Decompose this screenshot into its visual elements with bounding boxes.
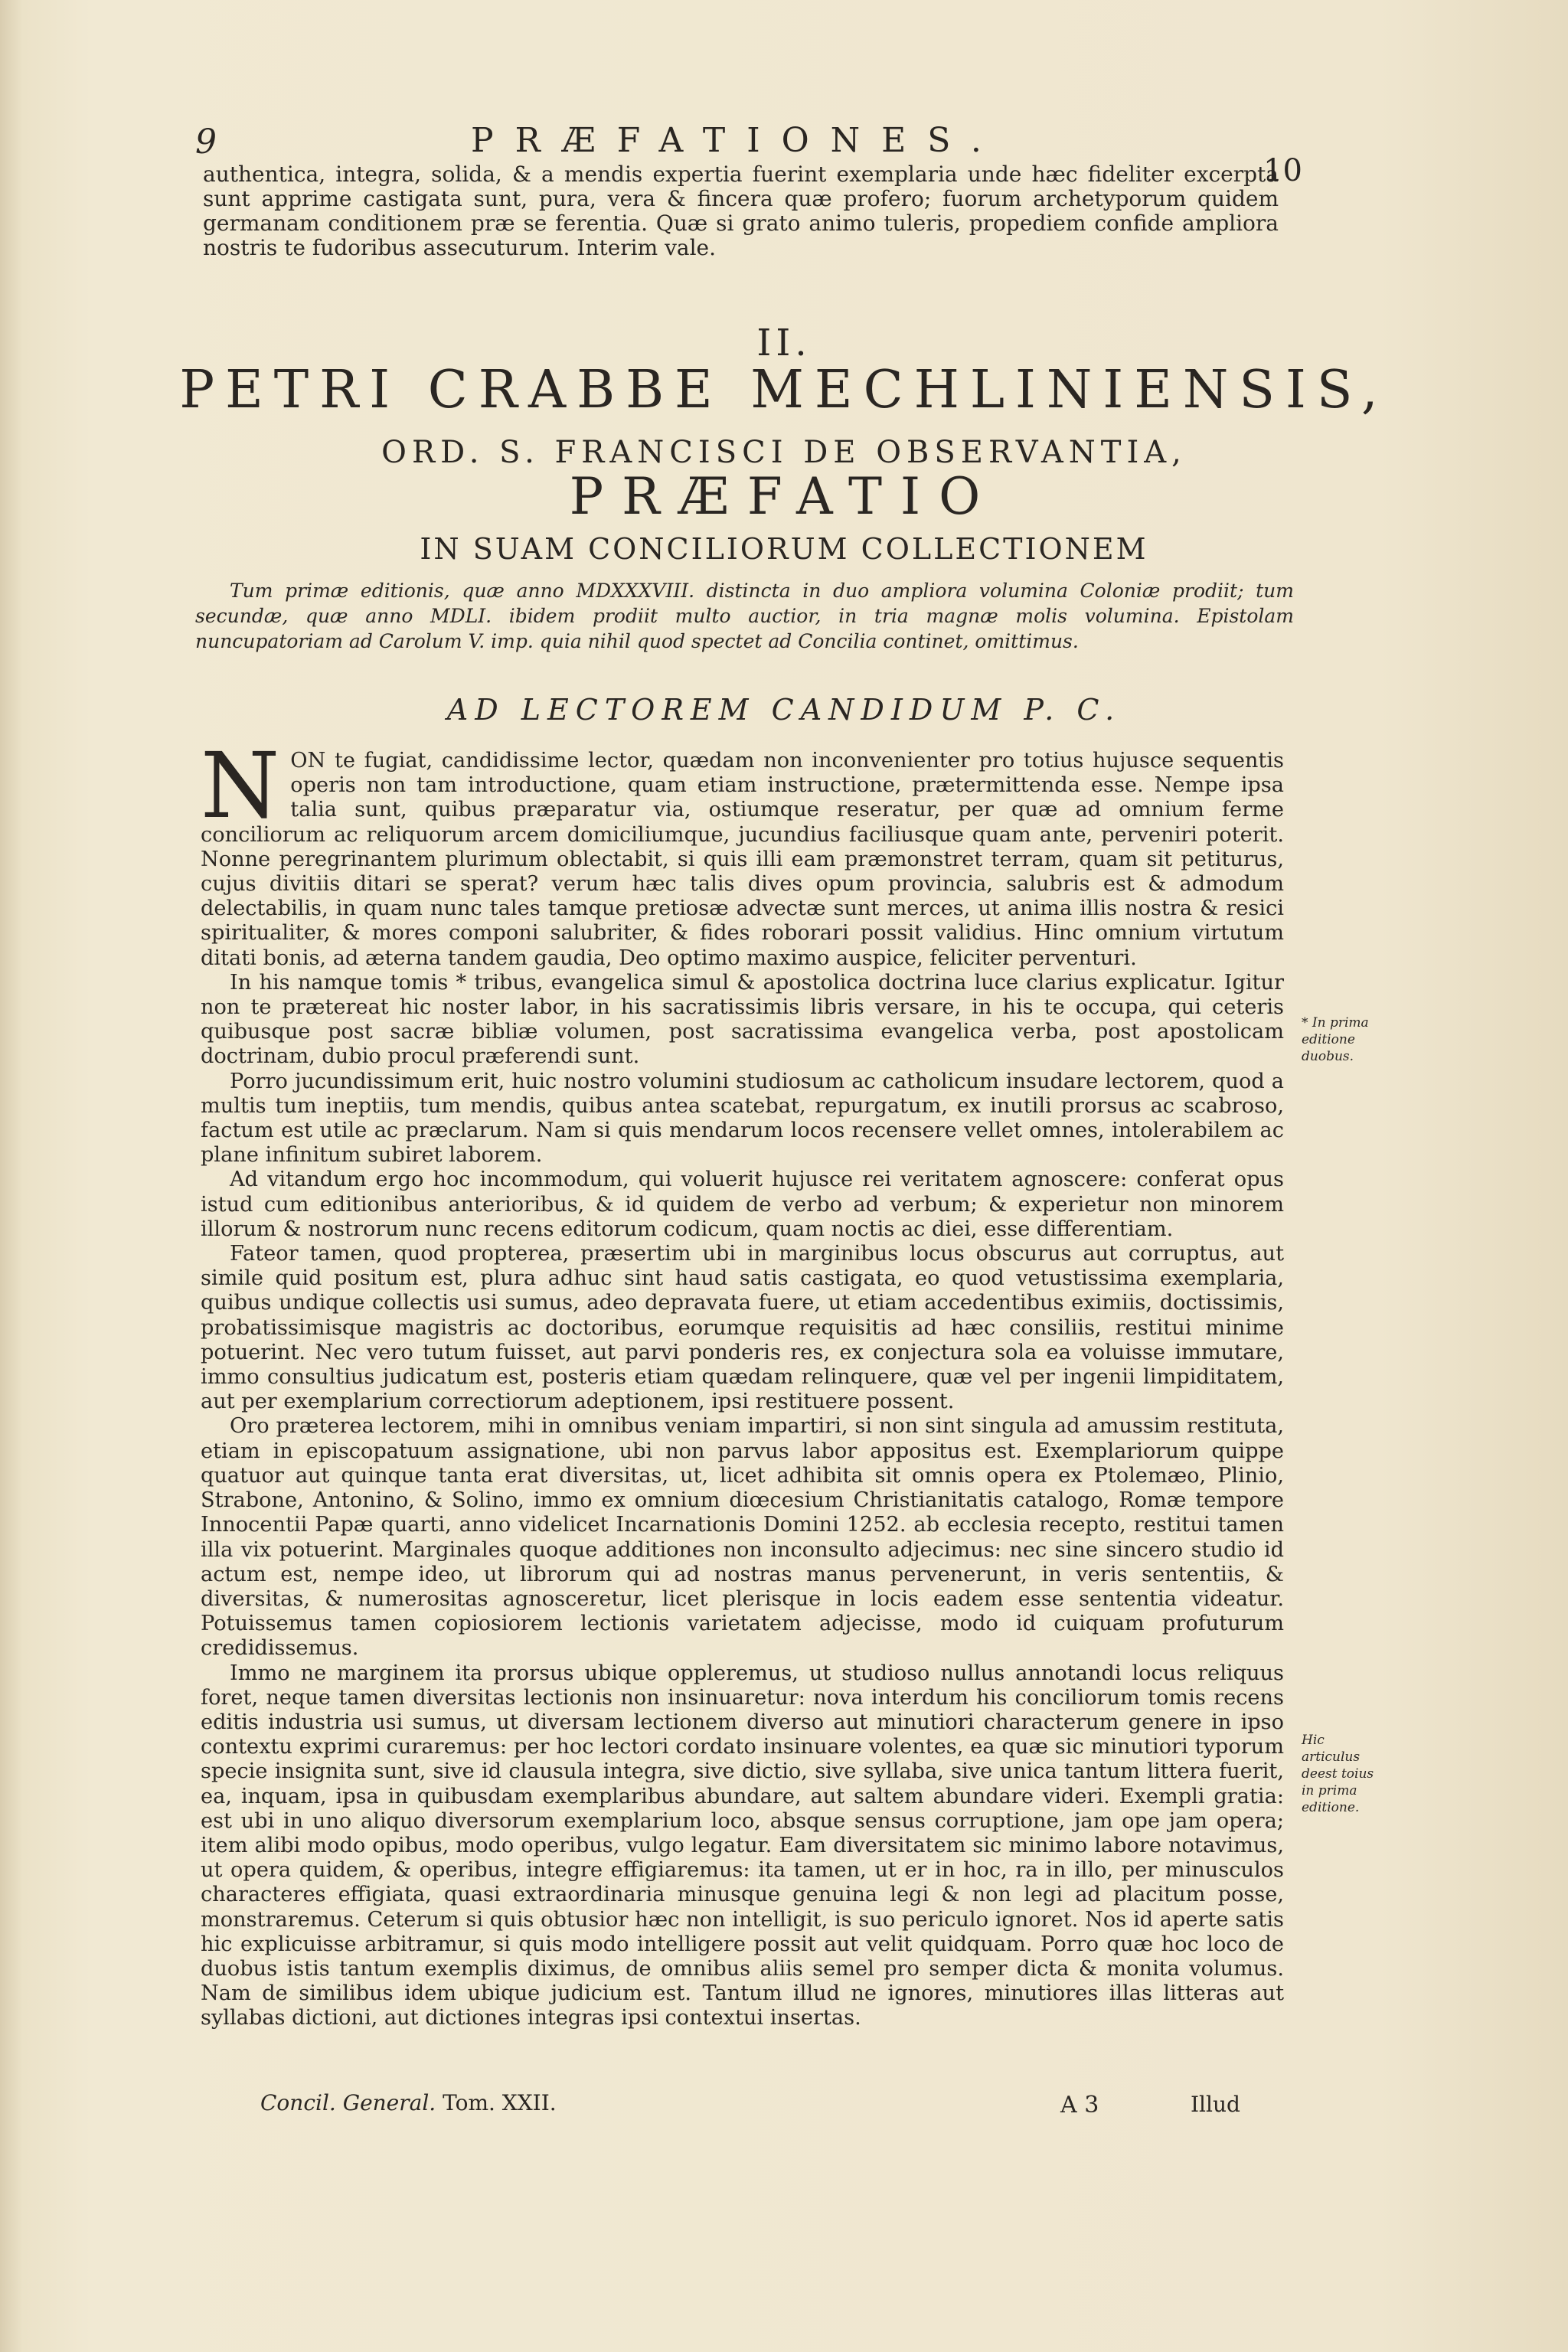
page-number-left: 9 xyxy=(195,122,217,162)
paragraph-4: Ad vitandum ergo hoc incommodum, qui voluerit hujusce rei veritatem agnoscere: conferat opus istud cum editionibus anterioribus, & id quidem de verbo ad verbum; & experietur non minorem illorum & nostrorum nunc recens editorum codicum, quam noctis ac diei, esse differentiam. xyxy=(201,1168,1284,1241)
running-head xyxy=(195,115,1305,168)
paragraph-1-text: ON te fugiat, candidissime lector, quædam non inconvenienter pro totius hujusce sequentis operis non tam introductione, quam etiam instructione, prætermittenda esse. Nempe ipsa talia sunt, quibus præparatur via, ostiumque reseratur, per quæ ad omnium ferme conciliorum ac reliquorum arcem domiciliumque, jucundius faciliusque quam ante, perveniri poterit. Nonne peregrinantem plurimum oblectabit, si quis illi eam præmonstret terram, quam sit petiturus, cujus divitiis ditari se sperat? verum hæc talis dives opum provincia, salubris est & admodum delectabilis, in quam nunc tales tamque pretiosæ advectæ sunt merces, ut anima illis nostra & resici spiritualiter, & mores componi salubriter, & fides roborari possit validius. Hinc omnium virtutum ditati bonis, ad æterna tandem gaudia, Deo optimo maximo auspice, feliciter perventuri. xyxy=(201,749,1284,970)
title-praefatio: PRÆFATIO xyxy=(569,467,999,526)
signature-mark: A 3 xyxy=(1060,2092,1099,2118)
editorial-note: Tum primæ editionis, quæ anno MDXXXVIII. distincta in duo ampliora volumina Coloniæ prodiit; tum secundæ, quæ anno MDLI. ibidem prodiit multo auctior, in tria magnæ molis volumina. Epistolam nuncupatoriam ad Carolum V. imp. quia nihil quod spectet ad Concilia continet, omittimus. xyxy=(195,580,1294,652)
page-number-right: 10 xyxy=(1263,153,1302,188)
paragraph-1 xyxy=(201,733,1284,971)
section-number: II. xyxy=(756,322,812,364)
title-collection: IN SUAM CONCILIORUM COLLECTIONEM xyxy=(420,532,1148,566)
intro-paragraph: authentica, integra, solida, & a mendis expertia fuerint exemplaria unde hæc fideliter excerpta sunt apprime castigata sunt, pura, vera & fincera quæ profero; fuorum archetyporum quidem germanam conditionem præ se ferentia. Quæ si grato animo tuleris, propediem confide ampliora nostris te fudoribus assecuturum. Interim vale. xyxy=(203,162,1279,260)
body-text xyxy=(201,733,1284,2031)
footer-tome: Tom. XXII. xyxy=(443,2090,557,2115)
address-heading: AD LECTOREM CANDIDUM P. C. xyxy=(446,693,1122,727)
paragraph-5: Fateor tamen, quod propterea, præsertim ubi in marginibus locus obscurus aut corruptus, aut simile quid positum est, plura adhuc sint haud satis castigata, eo quod vetustissima exemplaria, quibus undique collectis usi sumus, adeo depravata fuere, ut etiam accedentibus eximiis, doctissimis, probatissimisque magistris ac doctoribus, eorumque requisitis ad hæc consiliis, restitui minime potuerint. Nec vero tutum fuisset, aut parvi ponderis res, ex conjectura sola ea voluisse immutare, immo consultius judicatum est, posteris etiam quædam relinquere, quæ vel per ingenii limpiditatem, aut per exemplarium correctiorum adeptionem, ipsi restituere possent. xyxy=(201,1242,1284,1414)
margin-note-1: * In prima editione duobus. xyxy=(1302,1015,1369,1064)
footer-reference xyxy=(260,2090,557,2115)
footer-concil: Concil. General. xyxy=(260,2090,436,2115)
title-author: PETRI CRABBE MECHLINIENSIS, xyxy=(179,360,1389,420)
paragraph-2: In his namque tomis * tribus, evangelica simul & apostolica doctrina luce clarius explicatur. Igitur non te prætereat hic noster labor, in his sacratissimis libris versare, in his te occupa, qui ceteris quibusque post sacræ bibliæ volumen, post sacratissima evangelica verba, post apostolicam doctrinam, dubio procul præferendi sunt. xyxy=(201,970,1284,1069)
drop-cap: N xyxy=(201,733,280,838)
margin-note-2: Hic articulus deest toius in prima editione. xyxy=(1302,1733,1374,1815)
paragraph-7: Immo ne marginem ita prorsus ubique oppleremus, ut studioso nullus annotandi locus reliquus foret, neque tamen diversitas lectionis non insinuaretur: nova interdum his conciliorum tomis recens editis industria usi sumus, ut diversam lectionem diverso aut minutiori characterum genere in ipso contextu exprimi curaremus: per hoc lectori cordato insinuare volentes, ea quæ sic minutiori typorum specie insignita sunt, sive id clausula integra, sive dictio, sive syllaba, sive unica tantum littera fuerit, ea, inquam, ipsa in quibusdam exemplaribus abundare, aut saltem abundare videri. Exempli gratia: est ubi in uno aliquo diversorum exemplarium loco, absque sensus corruptione, jam ope jam opera; item alibi modo opibus, modo operibus, vulgo legatur. Eam diversitatem sic minimo labore notavimus, ut opera quidem, & operibus, integre effigiaremus: ita tamen, ut er in hoc, ra in illo, per minusculos characteres effigiata, quasi extraordinaria minusque genuina legi & non legi ad placitum posse, monstraremus. Ceterum si quis obtusior hæc non intelligit, is suo periculo ignoret. Nos id aperte satis hic explicuisse arbitramur, si quis modo intelligere possit aut velit quidquam. Porro quæ hoc loco de duobus istis tantum exemplis diximus, de omnibus aliis semel pro semper dicta & monita volumus. Nam de similibus idem ubique judicium est. Tantum illud ne ignores, minutiores illas litteras aut syllabas dictioni, aut dictiones integras ipsi contextui insertas. xyxy=(201,1661,1284,2030)
paragraph-3: Porro jucundissimum erit, huic nostro volumini studiosum ac catholicum insudare lectorem, quod a multis tum ineptiis, tum mendis, quibus antea scatebat, repurgatum, ex inutili prorsus ac scabroso, factum est utile ac præclarum. Nam si quis mendarum locos recensere vellet omnes, intolerabilem ac plane infinitum subiret laborem. xyxy=(201,1069,1284,1168)
paragraph-6: Oro præterea lectorem, mihi in omnibus veniam impartiri, si non sint singula ad amussim restituta, etiam in episcopatuum assignatione, ubi non parvus labor appositus est. Exemplariorum quippe quatuor aut quinque tanta erat diversitas, ut, licet adhibita sit omnis opera ex Ptolemæo, Plinio, Strabone, Antonino, & Solino, immo ex omnium diœcesium Christianitatis catalogo, Romæ tempore Innocentii Papæ quarti, anno videlicet Incarnationis Domini 1252. ab ecclesia recepto, restitui tamen illa vix potuerint. Marginales quoque additiones non inconsulto adjecimus: nec sine sincero studio id actum est, nempe ideo, ut librorum qui ad nostras manus pervenerunt, in veris sententiis, & diversitas, & numerositas agnosceretur, licet plerisque in locis eadem esse sententia videatur. Potuissemus tamen copiosiorem lectionis varietatem adjecisse, modo id cuiquam profuturum credidissemus. xyxy=(201,1414,1284,1661)
catchword: Illud xyxy=(1191,2092,1240,2117)
title-order: ORD. S. FRANCISCI DE OBSERVANTIA, xyxy=(381,435,1187,470)
running-head-title: PRÆFATIONES. xyxy=(471,121,1003,160)
